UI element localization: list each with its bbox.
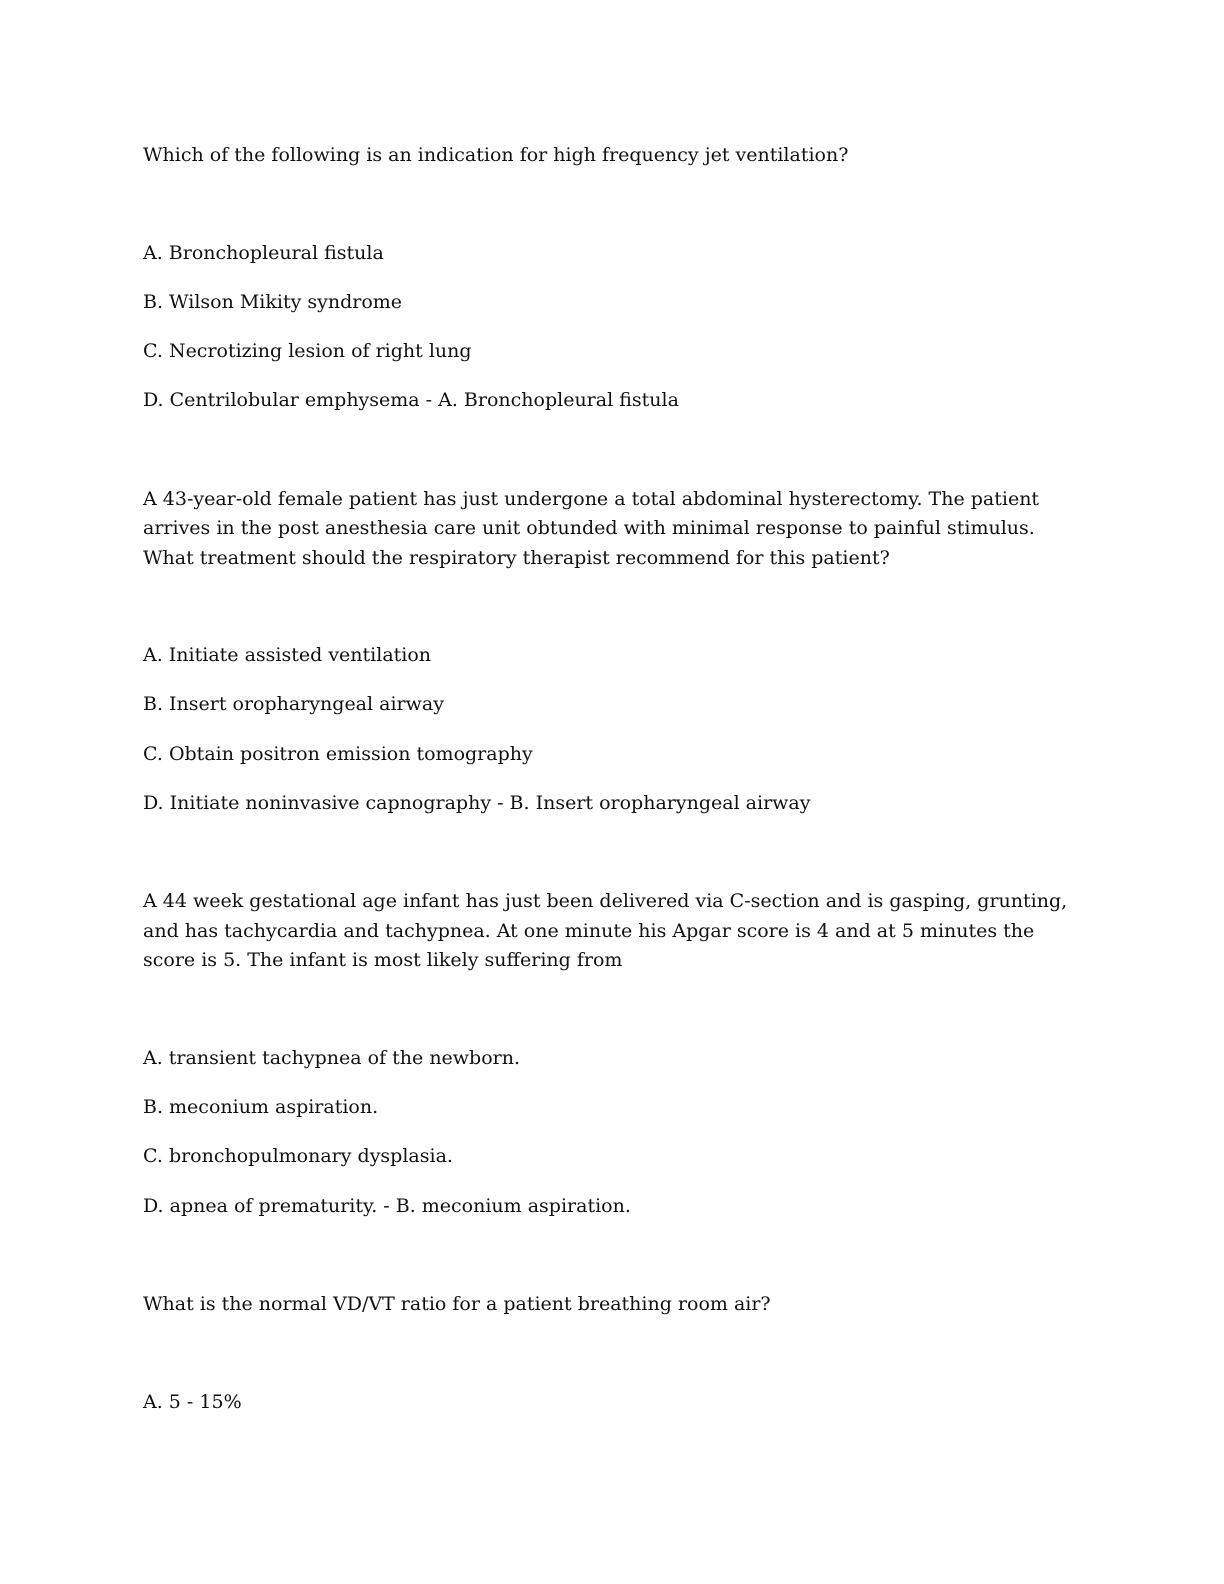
option-item: A. 5 - 15% <box>143 1390 242 1413</box>
spacer <box>143 1320 1073 1388</box>
question-4 <box>143 1290 1073 1437</box>
question-text: A 44 week gestational age infant has just been delivered via C-section and is gasping, grunting, and has tachycardia and tachypnea. At one minute his Apgar score is 4 and at 5 minutes the score is 5. The infant is most likely suffering from <box>143 890 1068 972</box>
question-text: Which of the following is an indication for high frequency jet ventilation? <box>143 144 849 166</box>
option-item: A. Bronchopleural fistula <box>143 241 384 264</box>
question-3 <box>143 887 1073 1290</box>
option-item: C. bronchopulmonary dysplasia. <box>143 1145 453 1168</box>
options-list <box>143 641 1073 838</box>
options-list <box>143 239 1073 436</box>
option-item: A. Initiate assisted ventilation <box>143 644 432 667</box>
option-item: C. Necrotizing lesion of right lung <box>143 340 472 363</box>
question-text: What is the normal VD/VT ratio for a patient breathing room air? <box>143 1293 771 1316</box>
spacer <box>143 171 1073 239</box>
option-item: A. transient tachypnea of the newborn. <box>143 1046 521 1069</box>
option-item: D. apnea of prematurity. - B. meconium aspiration. <box>143 1194 631 1217</box>
option-item: B. Wilson Mikity syndrome <box>143 290 403 313</box>
question-2 <box>143 485 1073 888</box>
options-list <box>143 1044 1073 1241</box>
option-item: D. Initiate noninvasive capnography - B. Insert oropharyngeal airway <box>143 792 811 815</box>
document-content <box>143 141 1073 1437</box>
spacer <box>143 436 1073 485</box>
spacer <box>143 573 1073 641</box>
spacer <box>143 976 1073 1044</box>
options-list <box>143 1388 1073 1437</box>
spacer <box>143 838 1073 887</box>
question-text: A 43-year-old female patient has just undergone a total abdominal hysterectomy. The patient arrives in the post anesthesia care unit obtunded with minimal response to painful stimulus. What treatment should the respiratory therapist recommend for this patient? <box>143 487 1040 569</box>
option-item: B. Insert oropharyngeal airway <box>143 693 444 716</box>
option-item: C. Obtain positron emission tomography <box>143 742 533 765</box>
spacer <box>143 1241 1073 1290</box>
option-item: B. meconium aspiration. <box>143 1096 379 1119</box>
question-1 <box>143 141 1073 485</box>
option-item: D. Centrilobular emphysema - A. Bronchopleural fistula <box>143 389 679 412</box>
